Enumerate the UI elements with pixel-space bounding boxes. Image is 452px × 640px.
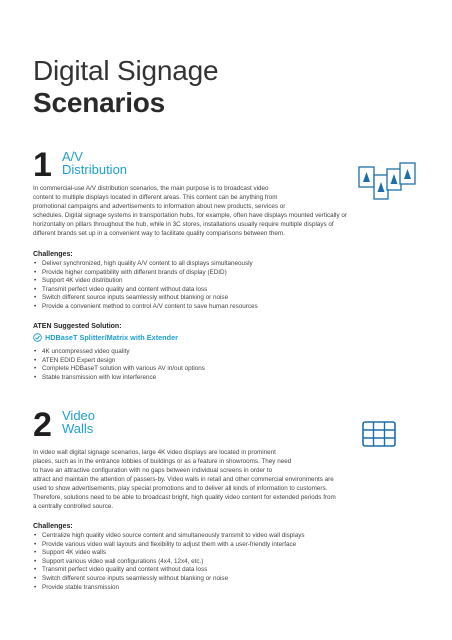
list-item: • Provide stable transmission (33, 584, 305, 593)
list-item: • Support 4K video walls (33, 549, 305, 558)
page-title-line2: Scenarios (33, 87, 166, 118)
intro-line: promotional campaigns and advertisements to information about new products, services or (33, 203, 286, 210)
section-number: 1 (33, 146, 52, 184)
list-item: • Complete HDBaseT solution with various AV in/out options (33, 365, 205, 374)
list-item: • Stable transmission with low interference (33, 374, 205, 383)
section-heading-line1: Video (62, 408, 96, 423)
list-item: • Provide a convenient method to control A/V content to save human resources (33, 303, 258, 312)
intro-line: content to multiple displays located in different areas. This content can be anything from (33, 194, 278, 201)
intro-line: In commercial-use A/V distribution scenarios, the main purpose is to broadcast video (33, 185, 269, 192)
intro-line: horizontally on pillars throughout the hub, while in 3C stores, installations usually require multiple displays of (33, 221, 334, 228)
solution-label: ATEN Suggested Solution: (33, 323, 122, 330)
intro-line: attract and maintain the attention of passers-by. Video walls in retail and other commercial environments are (33, 476, 334, 483)
intro-line: places, such as in the entrance lobbies of buildings or as a feature in showrooms. They need (33, 458, 292, 465)
challenges-list (33, 532, 305, 592)
section-heading-line1: A/V (62, 149, 83, 164)
intro-line: Therefore, solutions need to be able to broadcast bright, high quality video content for extended periods from (33, 494, 336, 501)
list-item: • Support various video wall configurations (4x4, 12x4, etc.) (33, 558, 305, 567)
section-intro (33, 184, 428, 238)
list-item: • Provide higher compatibility with different brands of display (EDID) (33, 269, 258, 278)
section-number: 2 (33, 406, 52, 444)
list-item: • 4K uncompressed video quality (33, 348, 205, 357)
list-item: • Transmit perfect video quality and content without data loss (33, 286, 258, 295)
list-item: • Deliver synchronized, high quality A/V content to all displays simultaneously (33, 260, 258, 269)
check-circle-icon (33, 333, 42, 342)
challenges-list (33, 260, 258, 312)
intro-line: a centrally controlled source. (33, 503, 114, 510)
list-item: • Switch different source inputs seamlessly without blanking or noise (33, 294, 258, 303)
challenges-label: Challenges: (33, 523, 73, 530)
solution-name: HDBaseT Splitter/Matrix with Extender (45, 333, 178, 342)
challenges-label: Challenges: (33, 251, 73, 258)
intro-line: different brands set up in a convenient way to facilitate quality comparisons between them. (33, 230, 285, 237)
section-intro (33, 448, 428, 511)
section-heading-line2: Walls (62, 421, 94, 436)
intro-line: to have an attractive configuration with no gaps between individual screens in order to (33, 467, 273, 474)
list-item: • Centralize high quality video source content and simultaneously transmit to video wall displays (33, 532, 305, 541)
video-wall-icon (362, 421, 396, 447)
list-item: • Support 4K video distribution (33, 277, 258, 286)
intro-line: used to show advertisements, play special promotions and to deliver all kinds of information to customers. (33, 485, 328, 492)
list-item: • Switch different source inputs seamlessly without blanking or noise (33, 575, 305, 584)
list-item: • ATEN EDID Expert design (33, 357, 205, 366)
intro-line: schedules. Digital signage systems in transportation hubs, for example, often have displays mounted vertically or (33, 212, 347, 219)
page-title-line1: Digital Signage (33, 55, 219, 86)
solution-row (33, 333, 178, 342)
solution-points-list (33, 348, 205, 382)
intro-line: In video wall digital signage scenarios, large 4K video displays are located in prominent (33, 449, 276, 456)
list-item: • Transmit perfect video quality and content without data loss (33, 566, 305, 575)
section-heading-line2: Distribution (62, 162, 128, 177)
list-item: • Provide various video wall layouts and flexibility to adjust them with a user-friendly interface (33, 541, 305, 550)
